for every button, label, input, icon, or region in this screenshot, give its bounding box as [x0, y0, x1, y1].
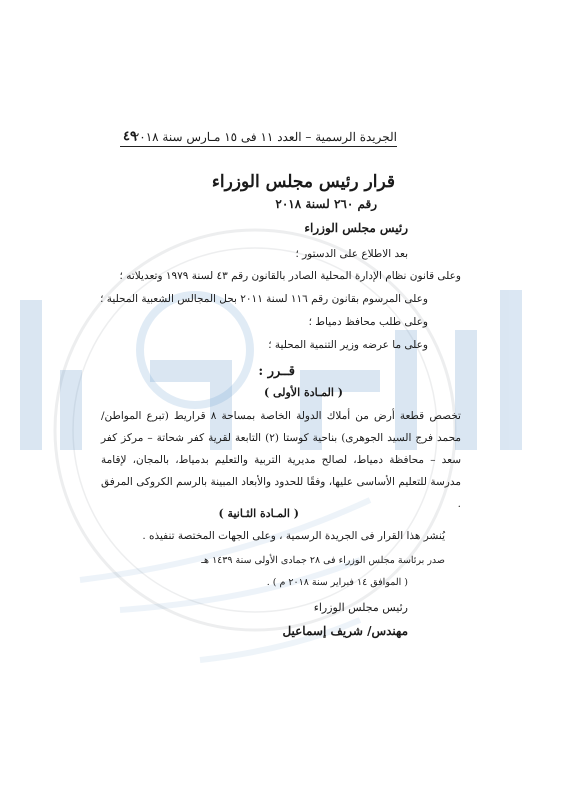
signature-title: رئيس مجلس الوزراء	[313, 601, 408, 614]
page-number: ٤٩	[123, 129, 137, 144]
article-2-text: يُنشر هذا القرار فى الجريدة الرسمية ، وعلى الجهات المختصة تنفيذه .	[142, 530, 445, 542]
recital-item: وعلى طلب محافظ دمياط ؛	[308, 316, 428, 328]
recital-item: وعلى المرسوم بقانون رقم ١١٦ لسنة ٢٠١١ بحل المجالس الشعبية المحلية ؛	[100, 293, 428, 305]
decree-number: رقم ٢٦٠ لسنة ٢٠١٨	[275, 197, 377, 211]
issued-line: صدر برئاسة مجلس الوزراء فى ٢٨ جمادى الأولى سنة ١٤٣٩ هـ	[201, 555, 445, 566]
equivalent-date-line: ( الموافق ١٤ فبراير سنة ٢٠١٨ م ) .	[266, 577, 408, 588]
gazette-header: الجريدة الرسمية – العدد ١١ فى ١٥ مـارس سنة ٢٠١٨	[132, 130, 397, 144]
decree-title: قرار رئيس مجلس الوزراء	[211, 172, 395, 192]
header-rule	[120, 146, 397, 147]
recital-item: وعلى ما عرضه وزير التنمية المحلية ؛	[268, 339, 428, 351]
article-1-text: تخصص قطعة أرض من أملاك الدولة الخاصة بمساحة ٨ قراريط (تبرع المواطن/ محمد فرج السيد الجوهرى) بناحية كوستا (٢) التابعة لقرية كفر شحاتة – مركز كفر سعد – محافظة دمياط، لصالح مديرية التربية والتعليم بدمياط، بالمجان، لإقامة مدرسة للتعليم الأساسى عليها، وفقًا للحدود والأبعاد المبينة بالرسم الكروكى المرفق .	[101, 410, 461, 510]
recital-item: وعلى قانون نظام الإدارة المحلية الصادر بالقانون رقم ٤٣ لسنة ١٩٧٩ وتعديلاته ؛	[119, 270, 461, 282]
signature-name: مهندس/ شريف إسماعيل	[282, 624, 408, 638]
decided-heading: قــرر :	[258, 364, 295, 379]
article-1-heading: ( المـادة الأولى )	[263, 386, 343, 399]
recital-item: بعد الاطلاع على الدستور ؛	[295, 248, 408, 260]
issuer-line: رئيس مجلس الوزراء	[304, 221, 408, 235]
article-2-heading: ( المـادة الثـانية )	[218, 507, 299, 520]
